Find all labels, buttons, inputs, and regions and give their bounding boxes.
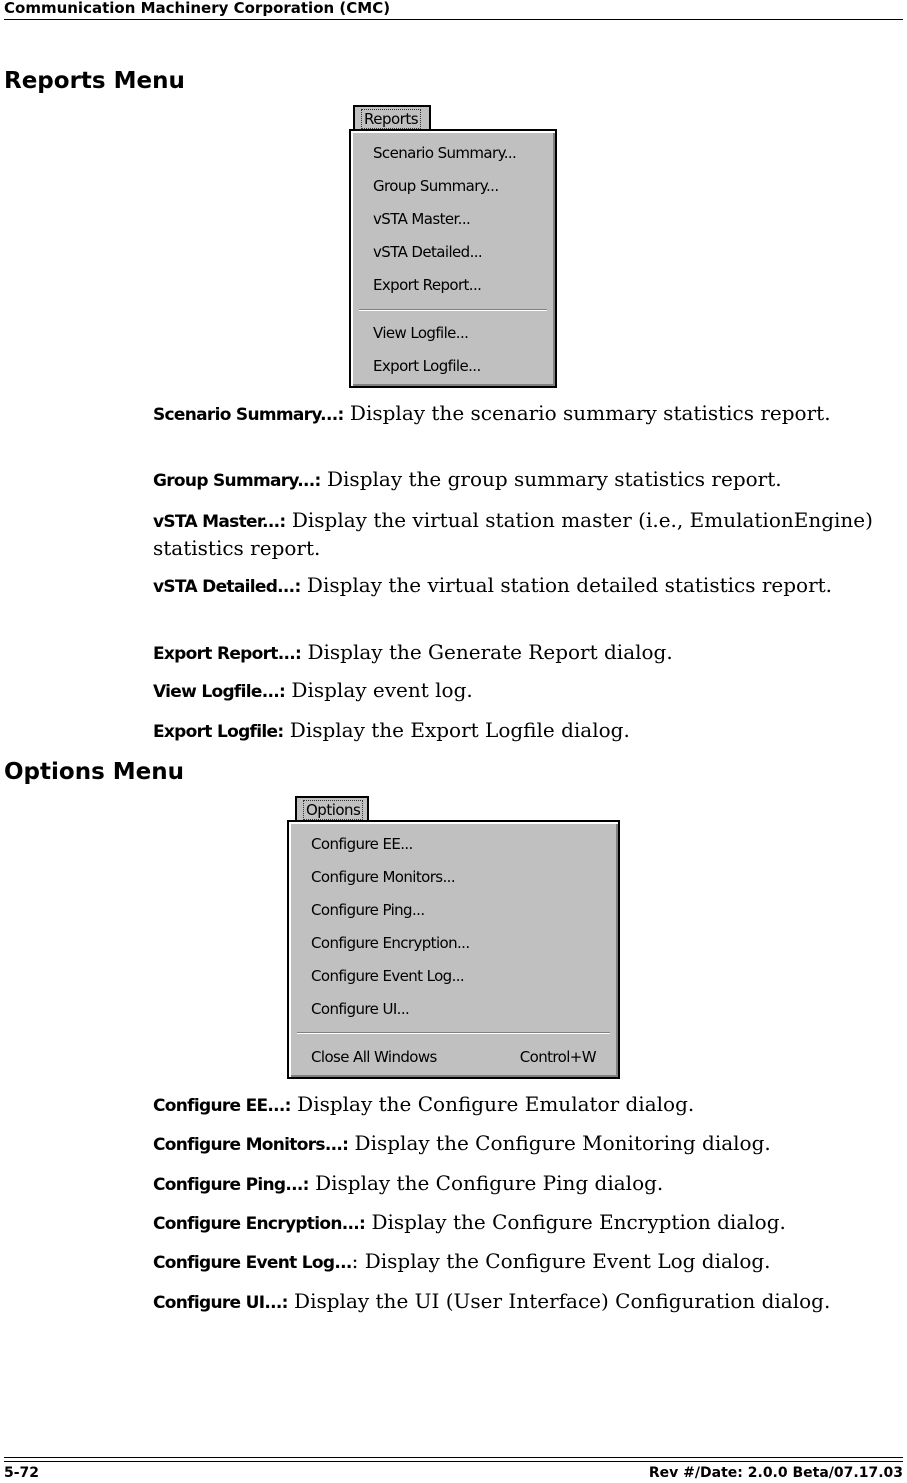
menu-item-scenario-summary: Scenario Summary... [373,144,517,162]
definition-term: Group Summary...: [153,471,321,491]
menu-item-configure-ping: Configure Ping... [311,901,425,919]
definition-text: Display the Configure Encryption dialog. [365,1210,786,1234]
definition-export-report [153,639,898,667]
definition-term: Configure EE...: [153,1096,291,1116]
menu-item-configure-ui: Configure UI... [311,1000,410,1018]
options-menu-dropdown [287,820,620,1079]
definition-term: Export Logfile: [153,722,284,742]
definition-view-logfile [153,677,898,705]
definition-term: Configure UI...: [153,1293,288,1313]
menu-item-label: Close All Windows [311,1048,437,1066]
definition-text: Display the Configure Ping dialog. [308,1171,664,1195]
definition-configure-ping [153,1170,898,1198]
definition-text: Display the Configure Monitoring dialog. [348,1131,771,1155]
definition-text: Display the UI (User Interface) Configuration dialog. [287,1289,831,1313]
menu-item-view-logfile: View Logfile... [373,324,469,342]
definition-vsta-master [153,507,898,561]
definition-term: View Logfile...: [153,682,286,702]
definition-term: Scenario Summary...: [153,405,344,425]
definition-configure-ee [153,1091,898,1119]
menu-item-configure-ee: Configure EE... [311,835,413,853]
menu-separator [297,1032,610,1034]
definition-term: Export Report...: [153,644,302,664]
definition-term: Configure Encryption...: [153,1214,366,1234]
definition-configure-encryption [153,1209,898,1237]
menu-item-configure-encryption: Configure Encryption... [311,934,470,952]
menu-item-configure-event-log: Configure Event Log... [311,967,465,985]
definition-text: Display the scenario summary statistics report. [343,401,831,425]
menu-item-vsta-master: vSTA Master... [373,210,471,228]
page-header: Communication Machinery Corporation (CMC) [4,0,903,20]
definition-configure-monitors [153,1130,898,1158]
menu-item-group-summary: Group Summary... [373,177,499,195]
definition-term: Configure Ping...: [153,1175,309,1195]
definition-term: vSTA Detailed...: [153,577,301,597]
menu-item-export-logfile: Export Logfile... [373,357,481,375]
definition-configure-event-log [153,1248,898,1276]
definition-term: Configure Monitors...: [153,1135,349,1155]
definition-text: Display the Export Logfile dialog. [283,718,630,742]
definition-scenario-summary [153,400,898,428]
footer-rule [4,1457,903,1462]
menu-separator [359,309,547,311]
definition-export-logfile [153,717,898,745]
definition-vsta-detailed [153,572,898,600]
reports-menu-image [349,105,557,388]
options-menu-image [287,796,620,1079]
options-menu-tab: Options [295,796,369,822]
definition-text: Display the virtual station master (i.e., EmulationEngine) statistics report. [153,508,873,560]
reports-menu-heading: Reports Menu [4,68,185,94]
definition-text: Display the Generate Report dialog. [301,640,673,664]
menu-item-close-all-windows [311,1045,604,1069]
definition-configure-ui [153,1288,898,1316]
page-number: 5-72 [4,1465,40,1481]
definition-text: Display the Configure Emulator dialog. [290,1092,695,1116]
menu-item-shortcut: Control+W [519,1048,596,1066]
menu-item-export-report: Export Report... [373,276,482,294]
definition-group-summary [153,466,898,494]
reports-menu-dropdown [349,129,557,388]
options-menu-heading: Options Menu [4,759,185,785]
definition-text: Display event log. [285,678,473,702]
definition-text: Display the group summary statistics report. [320,467,782,491]
menu-item-vsta-detailed: vSTA Detailed... [373,243,483,261]
revision-date: Rev #/Date: 2.0.0 Beta/07.17.03 [648,1465,903,1481]
menu-item-configure-monitors: Configure Monitors... [311,868,456,886]
definition-term: vSTA Master...: [153,512,286,532]
definition-text: : Display the Configure Event Log dialog. [351,1249,771,1273]
reports-menu-tab: Reports [353,105,431,131]
definition-term: Configure Event Log... [153,1253,352,1273]
definition-text: Display the virtual station detailed statistics report. [300,573,833,597]
